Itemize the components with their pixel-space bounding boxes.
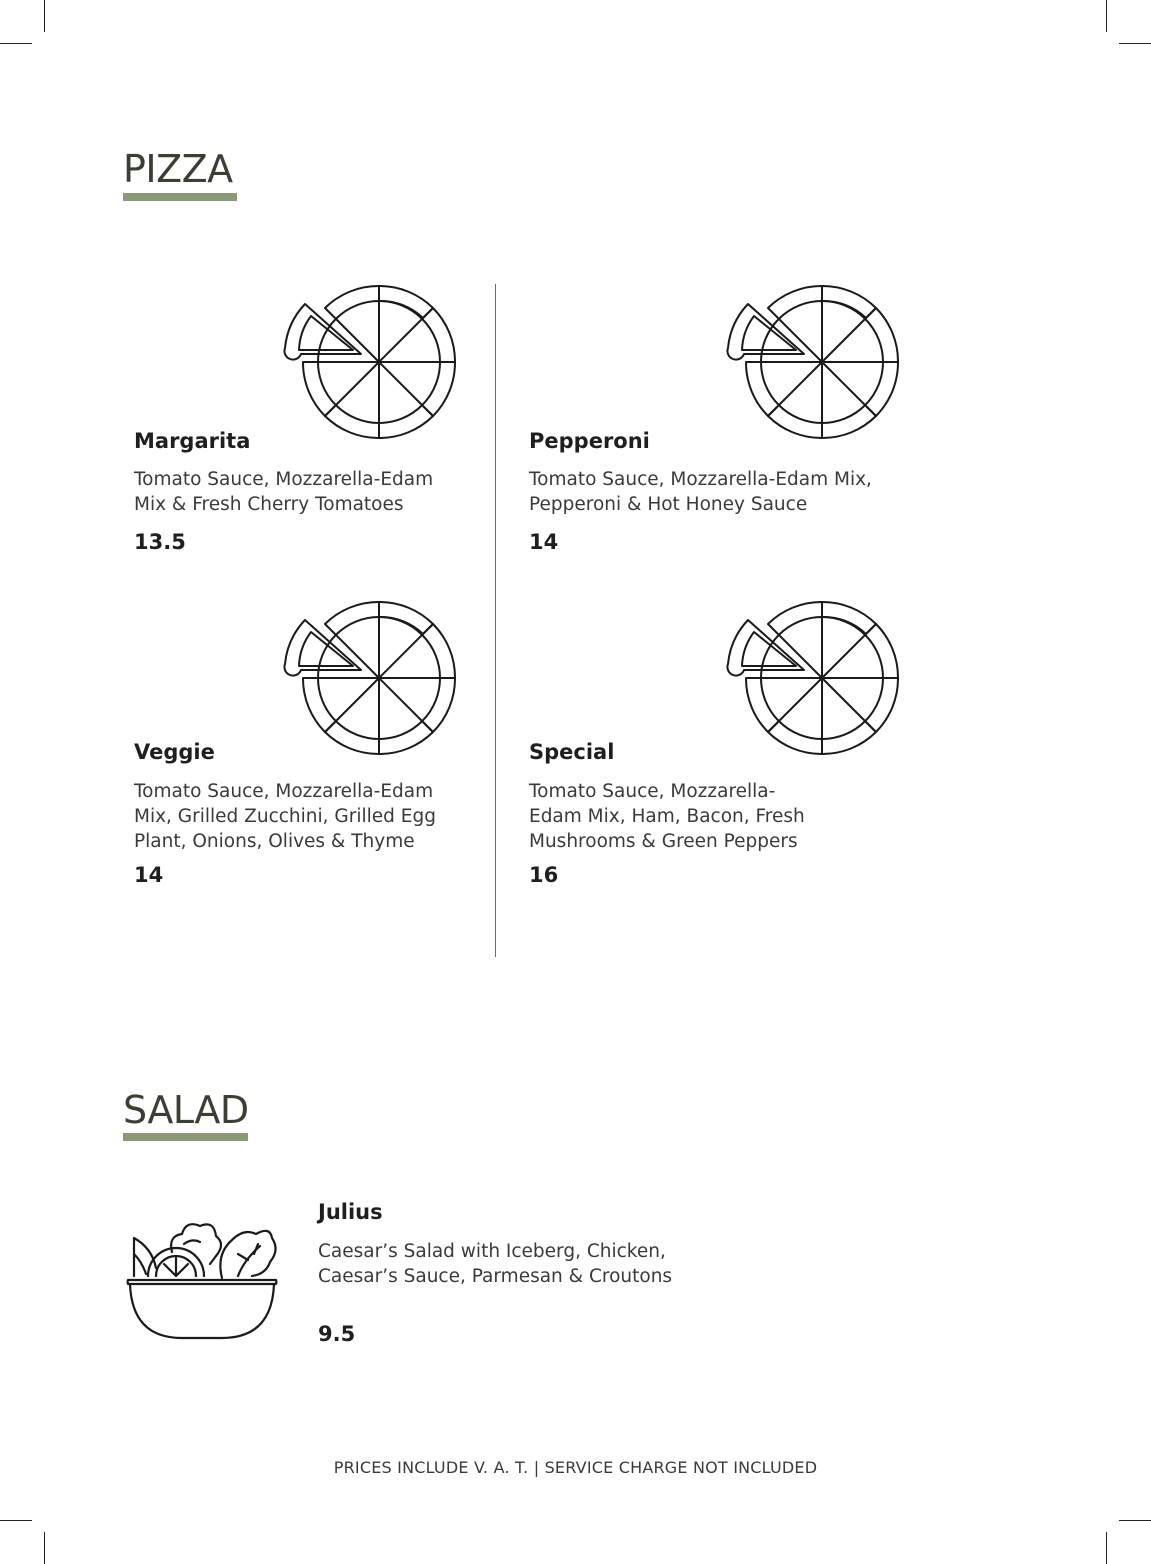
column-divider — [495, 284, 496, 957]
salad-section-title: SALAD — [123, 1088, 249, 1132]
pizza-icon — [726, 282, 902, 442]
pizza-icon — [726, 598, 902, 758]
menu-item-name: Veggie — [134, 740, 215, 764]
footer-note: PRICES INCLUDE V. A. T. | SERVICE CHARGE NOT INCLUDED — [333, 1458, 818, 1477]
crop-mark — [0, 43, 32, 44]
menu-item-name: Margarita — [134, 429, 251, 453]
menu-item-price: 14 — [529, 530, 559, 554]
menu-item-description: Caesar’s Salad with Iceberg, Chicken, Caesar’s Sauce, Parmesan & Croutons — [318, 1241, 673, 1287]
crop-mark — [44, 0, 45, 32]
menu-item-description: Tomato Sauce, Mozzarella-Edam Mix & Fresh Cherry Tomatoes — [134, 469, 434, 515]
menu-item-price: 9.5 — [318, 1322, 356, 1346]
menu-item-description: Tomato Sauce, Mozzarella-Edam Mix, Grilled Zucchini, Grilled Egg Plant, Onions, Olives & Thyme — [134, 781, 436, 852]
pizza-section-title: PIZZA — [123, 147, 233, 191]
menu-item-description: Tomato Sauce, Mozzarella-Edam Mix, Pepperoni & Hot Honey Sauce — [529, 469, 872, 515]
menu-item-name: Julius — [318, 1200, 383, 1224]
menu-item-description: Tomato Sauce, Mozzarella- Edam Mix, Ham, Bacon, Fresh Mushrooms & Green Peppers — [529, 781, 805, 852]
crop-mark — [0, 1520, 32, 1521]
menu-item-price: 13.5 — [134, 530, 186, 554]
crop-mark — [1106, 1532, 1107, 1564]
pizza-icon — [283, 282, 459, 442]
pizza-title-underline — [123, 193, 237, 201]
crop-mark — [1119, 1520, 1151, 1521]
menu-item-price: 16 — [529, 863, 559, 887]
crop-mark — [44, 1532, 45, 1564]
salad-bowl-icon — [120, 1214, 284, 1344]
crop-mark — [1119, 43, 1151, 44]
menu-item-name: Special — [529, 740, 615, 764]
salad-title-underline — [123, 1133, 248, 1141]
crop-mark — [1106, 0, 1107, 32]
menu-item-price: 14 — [134, 863, 164, 887]
menu-item-name: Pepperoni — [529, 429, 650, 453]
pizza-icon — [283, 598, 459, 758]
